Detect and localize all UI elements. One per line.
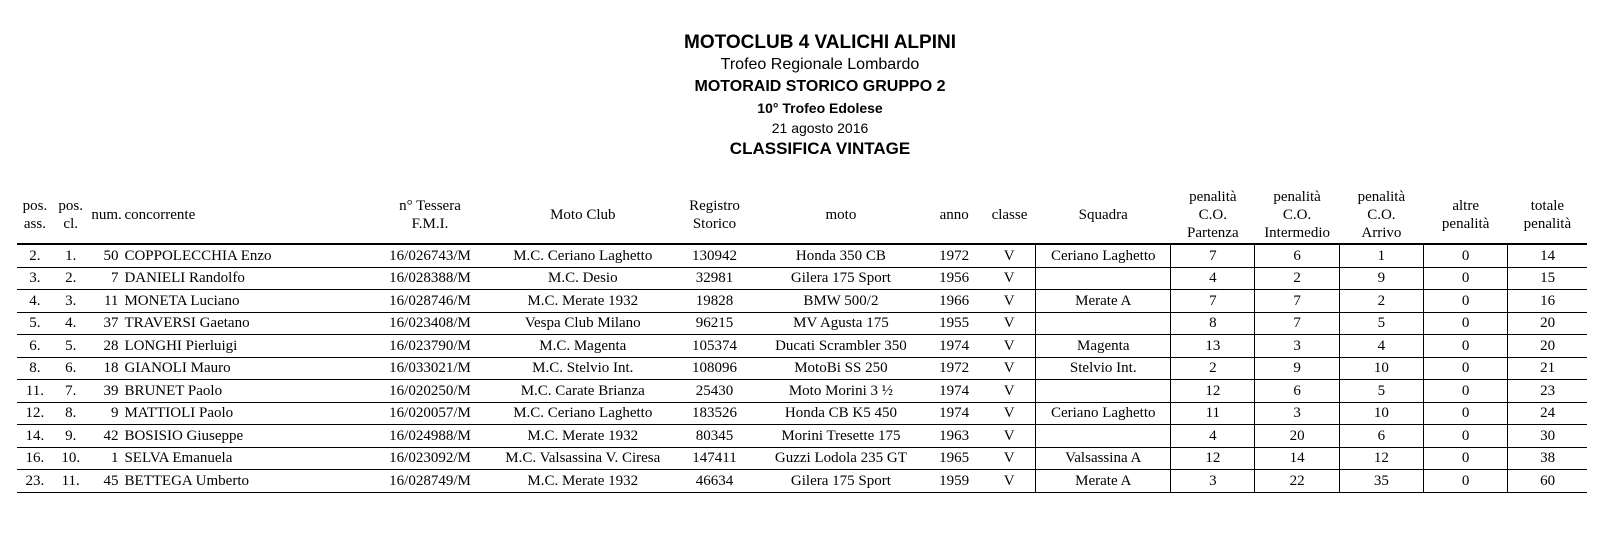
cell-anno: 1974 — [925, 402, 983, 425]
edition-name: 10° Trofeo Edolese — [757, 100, 883, 116]
cell-pos-cl: 9. — [53, 425, 89, 448]
cell-registro: 147411 — [672, 447, 756, 470]
cell-num: 45 — [89, 470, 125, 493]
cell-classe: V — [983, 267, 1036, 290]
cell-pos-cl: 10. — [53, 447, 89, 470]
cell-partenza: 7 — [1171, 244, 1255, 267]
cell-anno: 1974 — [925, 335, 983, 358]
cell-concorrente: GIANOLI Mauro — [124, 357, 366, 380]
cell-arrivo: 5 — [1339, 312, 1423, 335]
table-row — [17, 447, 1587, 470]
cell-registro: 108096 — [672, 357, 756, 380]
cell-moto: Morini Tresette 175 — [757, 425, 926, 448]
col-pen-intermedio: penalità C.O. Intermedio — [1255, 187, 1339, 244]
cell-moto-club: M.C. Valsassina V. Ciresa — [493, 447, 672, 470]
event-name: MOTORAID STORICO GRUPPO 2 — [694, 78, 946, 95]
cell-anno: 1956 — [925, 267, 983, 290]
cell-tessera: 16/023408/M — [367, 312, 493, 335]
cell-concorrente: TRAVERSI Gaetano — [124, 312, 366, 335]
document-header — [0, 32, 1600, 160]
cell-intermedio: 7 — [1255, 312, 1339, 335]
cell-registro: 80345 — [672, 425, 756, 448]
cell-registro: 19828 — [672, 290, 756, 313]
cell-classe: V — [983, 244, 1036, 267]
table-row — [17, 312, 1587, 335]
cell-moto: MotoBi SS 250 — [757, 357, 926, 380]
cell-classe: V — [983, 290, 1036, 313]
cell-concorrente: COPPOLECCHIA Enzo — [124, 244, 366, 267]
cell-tessera: 16/028746/M — [367, 290, 493, 313]
cell-partenza: 3 — [1171, 470, 1255, 493]
cell-partenza: 12 — [1171, 447, 1255, 470]
cell-moto-club: M.C. Desio — [493, 267, 672, 290]
cell-anno: 1963 — [925, 425, 983, 448]
cell-intermedio: 6 — [1255, 244, 1339, 267]
cell-pos-ass: 8. — [17, 357, 53, 380]
col-pos-cl: pos. cl. — [53, 187, 89, 244]
cell-squadra: Stelvio Int. — [1036, 357, 1171, 380]
club-title: MOTOCLUB 4 VALICHI ALPINI — [684, 32, 956, 53]
cell-totale: 16 — [1508, 290, 1587, 313]
cell-moto: Gilera 175 Sport — [757, 267, 926, 290]
cell-num: 11 — [89, 290, 125, 313]
event-date: 21 agosto 2016 — [771, 120, 869, 136]
cell-intermedio: 22 — [1255, 470, 1339, 493]
cell-partenza: 4 — [1171, 425, 1255, 448]
cell-pos-ass: 6. — [17, 335, 53, 358]
cell-registro: 25430 — [672, 380, 756, 403]
cell-tessera: 16/023092/M — [367, 447, 493, 470]
cell-squadra: Ceriano Laghetto — [1036, 402, 1171, 425]
cell-moto: BMW 500/2 — [757, 290, 926, 313]
col-totale: totale penalità — [1508, 187, 1587, 244]
cell-pos-cl: 7. — [53, 380, 89, 403]
cell-moto-club: M.C. Merate 1932 — [493, 470, 672, 493]
cell-squadra — [1036, 425, 1171, 448]
cell-moto: Moto Morini 3 ½ — [757, 380, 926, 403]
cell-anno: 1972 — [925, 244, 983, 267]
cell-altre: 0 — [1424, 470, 1508, 493]
cell-squadra — [1036, 312, 1171, 335]
cell-registro: 105374 — [672, 335, 756, 358]
cell-num: 18 — [89, 357, 125, 380]
cell-num: 42 — [89, 425, 125, 448]
cell-squadra — [1036, 267, 1171, 290]
cell-num: 1 — [89, 447, 125, 470]
col-num: num. — [89, 187, 125, 244]
cell-moto: Gilera 175 Sport — [757, 470, 926, 493]
cell-pos-ass: 11. — [17, 380, 53, 403]
cell-num: 7 — [89, 267, 125, 290]
cell-moto: Guzzi Lodola 235 GT — [757, 447, 926, 470]
cell-squadra: Valsassina A — [1036, 447, 1171, 470]
cell-moto-club: M.C. Magenta — [493, 335, 672, 358]
table-row — [17, 335, 1587, 358]
table-row — [17, 244, 1587, 267]
col-tessera: n° Tessera F.M.I. — [367, 187, 493, 244]
classification-title: CLASSIFICA VINTAGE — [729, 139, 911, 158]
cell-moto-club: M.C. Ceriano Laghetto — [493, 244, 672, 267]
cell-arrivo: 10 — [1339, 357, 1423, 380]
table-row — [17, 290, 1587, 313]
table-row — [17, 470, 1587, 493]
table-row — [17, 267, 1587, 290]
cell-pos-cl: 2. — [53, 267, 89, 290]
cell-altre: 0 — [1424, 380, 1508, 403]
cell-concorrente: BOSISIO Giuseppe — [124, 425, 366, 448]
cell-moto: Ducati Scrambler 350 — [757, 335, 926, 358]
cell-altre: 0 — [1424, 244, 1508, 267]
cell-squadra: Ceriano Laghetto — [1036, 244, 1171, 267]
cell-moto-club: Vespa Club Milano — [493, 312, 672, 335]
cell-intermedio: 14 — [1255, 447, 1339, 470]
cell-altre: 0 — [1424, 335, 1508, 358]
cell-partenza: 2 — [1171, 357, 1255, 380]
table-header-row — [17, 187, 1587, 244]
cell-concorrente: LONGHI Pierluigi — [124, 335, 366, 358]
cell-moto-club: M.C. Carate Brianza — [493, 380, 672, 403]
cell-totale: 14 — [1508, 244, 1587, 267]
cell-intermedio: 20 — [1255, 425, 1339, 448]
cell-registro: 183526 — [672, 402, 756, 425]
cell-tessera: 16/026743/M — [367, 244, 493, 267]
cell-arrivo: 5 — [1339, 380, 1423, 403]
cell-tessera: 16/024988/M — [367, 425, 493, 448]
cell-pos-ass: 14. — [17, 425, 53, 448]
table-row — [17, 380, 1587, 403]
cell-totale: 21 — [1508, 357, 1587, 380]
cell-tessera: 16/028749/M — [367, 470, 493, 493]
cell-concorrente: DANIELI Randolfo — [124, 267, 366, 290]
cell-num: 28 — [89, 335, 125, 358]
cell-totale: 38 — [1508, 447, 1587, 470]
col-moto-club: Moto Club — [493, 187, 672, 244]
cell-classe: V — [983, 447, 1036, 470]
cell-anno: 1974 — [925, 380, 983, 403]
cell-totale: 30 — [1508, 425, 1587, 448]
cell-anno: 1959 — [925, 470, 983, 493]
cell-partenza: 12 — [1171, 380, 1255, 403]
cell-moto: Honda 350 CB — [757, 244, 926, 267]
col-classe: classe — [983, 187, 1036, 244]
cell-registro: 46634 — [672, 470, 756, 493]
cell-registro: 130942 — [672, 244, 756, 267]
cell-moto-club: M.C. Ceriano Laghetto — [493, 402, 672, 425]
cell-pos-cl: 6. — [53, 357, 89, 380]
cell-classe: V — [983, 357, 1036, 380]
col-pos-ass: pos. ass. — [17, 187, 53, 244]
cell-totale: 23 — [1508, 380, 1587, 403]
cell-totale: 24 — [1508, 402, 1587, 425]
cell-registro: 96215 — [672, 312, 756, 335]
cell-altre: 0 — [1424, 447, 1508, 470]
cell-arrivo: 6 — [1339, 425, 1423, 448]
cell-totale: 15 — [1508, 267, 1587, 290]
cell-intermedio: 9 — [1255, 357, 1339, 380]
cell-classe: V — [983, 402, 1036, 425]
col-anno: anno — [925, 187, 983, 244]
cell-classe: V — [983, 425, 1036, 448]
col-concorrente: concorrente — [124, 187, 366, 244]
cell-num: 50 — [89, 244, 125, 267]
cell-altre: 0 — [1424, 312, 1508, 335]
cell-anno: 1965 — [925, 447, 983, 470]
cell-tessera: 16/033021/M — [367, 357, 493, 380]
col-pen-arrivo: penalità C.O. Arrivo — [1339, 187, 1423, 244]
cell-moto-club: M.C. Merate 1932 — [493, 290, 672, 313]
cell-squadra — [1036, 380, 1171, 403]
cell-arrivo: 2 — [1339, 290, 1423, 313]
cell-concorrente: MATTIOLI Paolo — [124, 402, 366, 425]
cell-partenza: 7 — [1171, 290, 1255, 313]
cell-tessera: 16/020250/M — [367, 380, 493, 403]
cell-concorrente: SELVA Emanuela — [124, 447, 366, 470]
cell-classe: V — [983, 380, 1036, 403]
cell-pos-ass: 4. — [17, 290, 53, 313]
cell-num: 37 — [89, 312, 125, 335]
trophy-name: Trofeo Regionale Lombardo — [720, 56, 920, 73]
cell-pos-ass: 23. — [17, 470, 53, 493]
col-altre: altre penalità — [1424, 187, 1508, 244]
cell-arrivo: 12 — [1339, 447, 1423, 470]
cell-totale: 20 — [1508, 312, 1587, 335]
cell-classe: V — [983, 312, 1036, 335]
cell-moto: Honda CB K5 450 — [757, 402, 926, 425]
cell-pos-cl: 1. — [53, 244, 89, 267]
cell-moto-club: M.C. Merate 1932 — [493, 425, 672, 448]
cell-squadra: Merate A — [1036, 470, 1171, 493]
cell-pos-cl: 5. — [53, 335, 89, 358]
cell-altre: 0 — [1424, 425, 1508, 448]
cell-anno: 1966 — [925, 290, 983, 313]
cell-pos-ass: 5. — [17, 312, 53, 335]
cell-anno: 1972 — [925, 357, 983, 380]
cell-arrivo: 1 — [1339, 244, 1423, 267]
col-pen-partenza: penalità C.O. Partenza — [1171, 187, 1255, 244]
cell-partenza: 13 — [1171, 335, 1255, 358]
cell-pos-ass: 3. — [17, 267, 53, 290]
cell-totale: 20 — [1508, 335, 1587, 358]
col-squadra: Squadra — [1036, 187, 1171, 244]
cell-pos-cl: 8. — [53, 402, 89, 425]
cell-intermedio: 6 — [1255, 380, 1339, 403]
cell-pos-cl: 11. — [53, 470, 89, 493]
cell-arrivo: 4 — [1339, 335, 1423, 358]
cell-altre: 0 — [1424, 267, 1508, 290]
cell-moto-club: M.C. Stelvio Int. — [493, 357, 672, 380]
cell-arrivo: 10 — [1339, 402, 1423, 425]
cell-classe: V — [983, 470, 1036, 493]
cell-pos-ass: 2. — [17, 244, 53, 267]
cell-arrivo: 35 — [1339, 470, 1423, 493]
cell-moto: MV Agusta 175 — [757, 312, 926, 335]
cell-intermedio: 3 — [1255, 402, 1339, 425]
cell-totale: 60 — [1508, 470, 1587, 493]
cell-altre: 0 — [1424, 357, 1508, 380]
cell-partenza: 4 — [1171, 267, 1255, 290]
table-row — [17, 425, 1587, 448]
cell-intermedio: 3 — [1255, 335, 1339, 358]
cell-squadra: Magenta — [1036, 335, 1171, 358]
cell-arrivo: 9 — [1339, 267, 1423, 290]
col-moto: moto — [757, 187, 926, 244]
cell-tessera: 16/028388/M — [367, 267, 493, 290]
cell-altre: 0 — [1424, 402, 1508, 425]
cell-tessera: 16/020057/M — [367, 402, 493, 425]
cell-pos-ass: 12. — [17, 402, 53, 425]
cell-classe: V — [983, 335, 1036, 358]
cell-num: 9 — [89, 402, 125, 425]
table-row — [17, 357, 1587, 380]
cell-pos-ass: 16. — [17, 447, 53, 470]
cell-partenza: 11 — [1171, 402, 1255, 425]
cell-tessera: 16/023790/M — [367, 335, 493, 358]
cell-intermedio: 7 — [1255, 290, 1339, 313]
cell-concorrente: MONETA Luciano — [124, 290, 366, 313]
col-registro: Registro Storico — [672, 187, 756, 244]
cell-pos-cl: 4. — [53, 312, 89, 335]
cell-concorrente: BETTEGA Umberto — [124, 470, 366, 493]
results-table — [17, 187, 1587, 493]
cell-altre: 0 — [1424, 290, 1508, 313]
table-row — [17, 402, 1587, 425]
cell-num: 39 — [89, 380, 125, 403]
cell-pos-cl: 3. — [53, 290, 89, 313]
cell-squadra: Merate A — [1036, 290, 1171, 313]
cell-registro: 32981 — [672, 267, 756, 290]
cell-anno: 1955 — [925, 312, 983, 335]
cell-partenza: 8 — [1171, 312, 1255, 335]
cell-intermedio: 2 — [1255, 267, 1339, 290]
cell-concorrente: BRUNET Paolo — [124, 380, 366, 403]
